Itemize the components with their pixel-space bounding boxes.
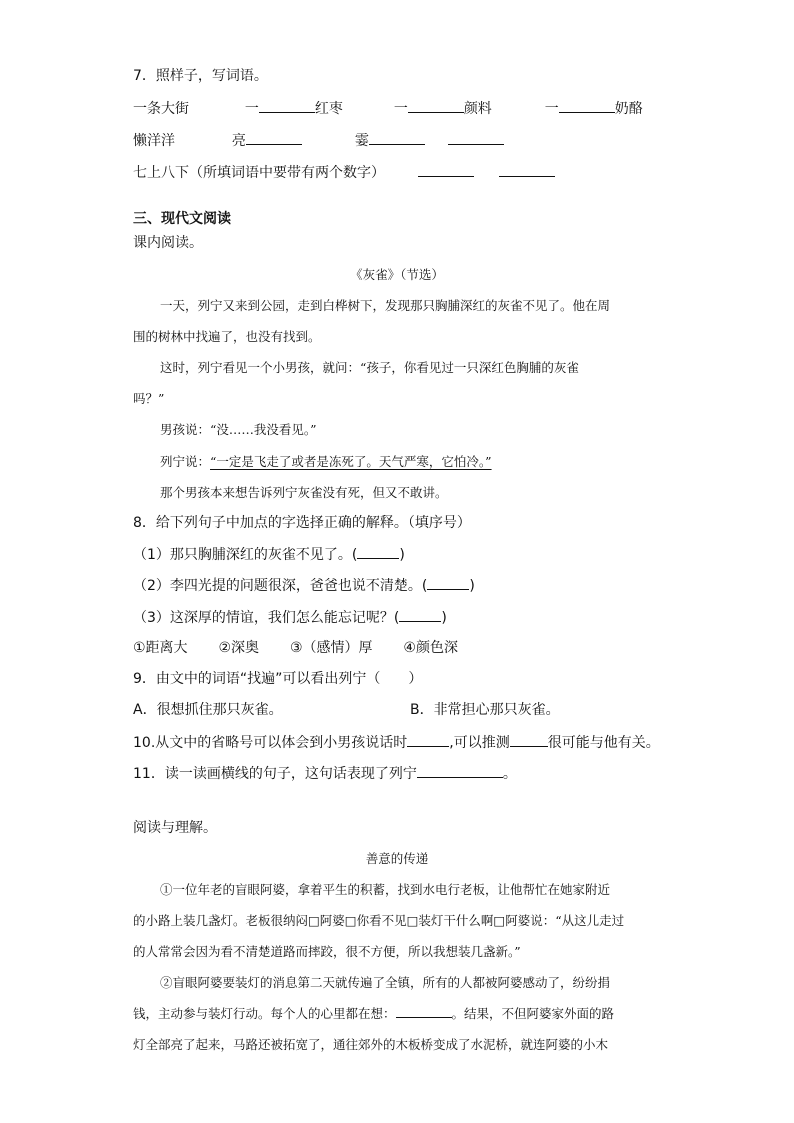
- reading2-line-2: 的小路上装几盏灯。老板很纳闷□阿婆□你看不见□装灯干什么啊□阿婆说：“从这儿走过: [133, 913, 625, 928]
- q7-example1: 一条大街: [133, 101, 189, 117]
- q7-blank-3[interactable]: [559, 98, 615, 113]
- q11-blank[interactable]: [417, 763, 503, 778]
- q8-blank-3[interactable]: [399, 607, 441, 622]
- q9-option-b[interactable]: B．非常担心那只灰雀。: [410, 702, 560, 718]
- q10-blank-2[interactable]: [510, 732, 548, 747]
- q7-title: 7．照样子，写词语。: [133, 68, 268, 84]
- q9-title: 9．由文中的词语“找遍”可以看出列宁（ ）: [133, 671, 423, 687]
- q10-blank-1[interactable]: [407, 732, 449, 747]
- passage1-line-4: 吗？”: [133, 391, 165, 406]
- q8-options: [133, 638, 458, 658]
- q8-blank-1[interactable]: [357, 544, 399, 559]
- q8-option-1: ①距离大: [133, 640, 188, 656]
- reading2-title: 善意的传递: [365, 851, 429, 866]
- reading2-blank[interactable]: [396, 1005, 452, 1018]
- q7-blank-4[interactable]: [246, 130, 302, 145]
- q7-example3: 七上八下（所填词语中要带有两个数字）: [133, 165, 385, 181]
- q7-blank-7[interactable]: [418, 162, 474, 177]
- q8-item-3: （3）这深厚的情谊，我们怎么能忘记呢？( ): [133, 607, 447, 628]
- q8-item-2: （2）李四光提的问题很深，爸爸也说不清楚。( ): [133, 575, 475, 596]
- passage1-line-5: 男孩说：“没……我没看见。”: [160, 422, 317, 437]
- q8-title: 8．给下列句子中加点的字选择正确的解释。（填序号）: [133, 515, 471, 531]
- reading2-line-3: 的人常常会因为看不清楚道路而摔跤，很不方便，所以我想装几盏新。”: [133, 944, 521, 959]
- q7-blank-1[interactable]: [259, 98, 315, 113]
- passage1-title: 《灰雀》（节选）: [350, 267, 444, 282]
- reading2-heading: 阅读与理解。: [133, 820, 217, 836]
- q7-example2: 懒洋洋: [133, 133, 175, 149]
- q7-blank-5[interactable]: [369, 130, 425, 145]
- reading2-line-4: ②盲眼阿婆要装灯的消息第二天就传遍了全镇，所有的人都被阿婆感动了，纷纷捐: [160, 975, 611, 990]
- underlined-sentence: “一定是飞走了或者是冻死了。天气严寒，它怕冷。”: [210, 454, 492, 469]
- q7-blank-6[interactable]: [448, 130, 504, 145]
- passage1-line-6: 那个男孩本来想告诉列宁灰雀没有死，但又不敢讲。: [160, 485, 448, 500]
- passage1-line-2: 围的树林中找遍了，也没有找到。: [133, 329, 321, 344]
- q7-row3: [133, 162, 555, 183]
- passage1-lenin-line: 列宁说：“一定是飞走了或者是冻死了。天气严寒，它怕冷。”: [160, 454, 492, 469]
- q7-row1: 一条大街 一 红枣 一 颜料 一 奶酪: [133, 98, 643, 119]
- q9-option-a[interactable]: A．很想抓住那只灰雀。: [133, 702, 283, 718]
- section3-sub: 课内阅读。: [133, 235, 203, 251]
- q8-option-3: ③（感情）厚: [289, 640, 373, 656]
- q7-row2: 懒洋洋 亮 霎: [133, 130, 504, 151]
- passage1-line-3: 这时，列宁看见一个小男孩，就问：“孩子，你看见过一只深红色胸脯的灰雀: [160, 360, 579, 375]
- section3-title: 三、现代文阅读: [133, 211, 231, 227]
- q7-blank-2[interactable]: [408, 98, 464, 113]
- q8-item-1: （1）那只胸脯深红的灰雀不见了。( ): [133, 544, 405, 565]
- q8-blank-2[interactable]: [427, 575, 469, 590]
- q10: 10.从文中的省略号可以体会到小男孩说话时 ,可以推测 很可能与他有关。: [133, 732, 660, 753]
- q8-option-2: ②深奥: [218, 640, 260, 656]
- q11: 11．读一读画横线的句子，这句话表现了列宁 。: [133, 763, 517, 784]
- q8-option-4: ④颜色深: [403, 640, 458, 656]
- q7-blank-8[interactable]: [499, 162, 555, 177]
- reading2-line-6: 灯全部亮了起来，马路还被拓宽了，通往郊外的木板桥变成了水泥桥，就连阿婆的小木: [133, 1037, 609, 1052]
- reading2-line-1: ①一位年老的盲眼阿婆，拿着平生的积蓄，找到水电行老板，让他帮忙在她家附近: [160, 882, 611, 897]
- passage1-line-1: 一天，列宁又来到公园，走到白桦树下，发现那只胸脯深红的灰雀不见了。他在周: [160, 298, 611, 313]
- reading2-line-5: 钱，主动参与装灯行动。每个人的心里都在想： 。结果，不但阿婆家外面的路: [133, 1006, 615, 1021]
